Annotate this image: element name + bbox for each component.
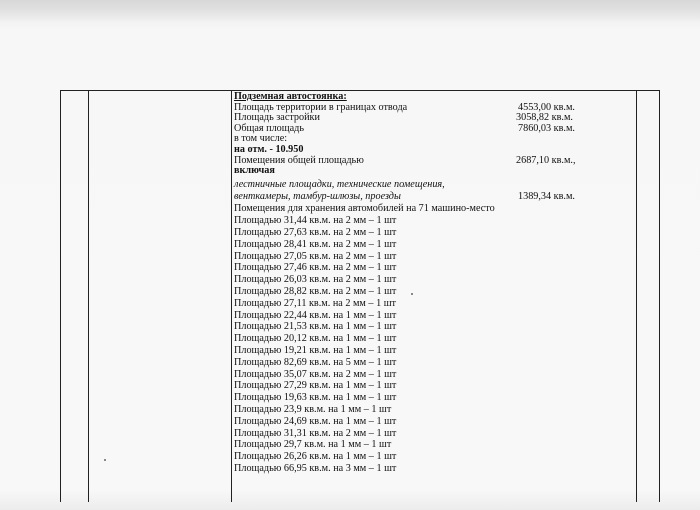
room-item: Площадью 28,41 кв.м. на 2 мм – 1 шт — [234, 238, 397, 250]
room-item: Площадью 35,07 кв.м. на 2 мм – 1 шт — [234, 368, 397, 380]
room-item: Площадью 31,44 кв.м. на 2 мм – 1 шт — [234, 215, 397, 227]
common-area-value: 2687,10 кв.м., — [516, 154, 576, 166]
stairs-label: лестничные площадки, технические помещения, — [234, 179, 445, 191]
vent-value: 1389,34 кв.м. — [518, 191, 575, 203]
common-area-label: Помещения общей площадью — [234, 154, 364, 166]
table-left-border — [60, 90, 61, 502]
including-label: в том числе: — [234, 133, 288, 145]
table-column-divider-1 — [88, 90, 89, 502]
vent-label: венткамеры, тамбур-шлюзы, проезды — [234, 191, 401, 203]
room-item: Площадью 82,69 кв.м. на 5 мм – 1 шт — [234, 356, 397, 368]
room-item: Площадью 27,05 кв.м. на 2 мм – 1 шт — [234, 250, 397, 262]
storage-label: Помещения для хранения автомобилей на 71 машино-место — [234, 203, 495, 215]
total-label: Общая площадь — [234, 122, 304, 134]
building-value: 3058,82 кв.м. — [516, 112, 573, 124]
room-item: Площадью 28,82 кв.м. на 2 мм – 1 шт — [234, 285, 397, 297]
room-item: Площадью 26,26 кв.м. на 1 мм – 1 шт — [234, 451, 397, 463]
room-item: Площадью 23,9 кв.м. на 1 мм – 1 шт — [234, 403, 392, 415]
table-column-divider-3 — [636, 90, 637, 502]
scan-shadow — [0, 0, 700, 22]
section-title: Подземная автостоянка: — [234, 91, 347, 102]
room-item: Площадью 27,63 кв.м. на 2 мм – 1 шт — [234, 226, 397, 238]
room-item: Площадью 22,44 кв.м. на 1 мм – 1 шт — [234, 309, 397, 321]
room-item: Площадью 31,31 кв.м. на 2 мм – 1 шт — [234, 427, 397, 439]
room-item: Площадью 19,21 кв.м. на 1 мм – 1 шт — [234, 344, 397, 356]
room-item: Площадью 27,11 кв.м. на 2 мм – 1 шт — [234, 297, 397, 309]
rooms-list — [234, 216, 634, 476]
room-item: Площадью 26,03 кв.м. на 2 мм – 1 шт — [234, 274, 397, 286]
table-top-border — [60, 90, 660, 91]
scan-speck — [104, 459, 106, 461]
room-item: Площадью 19,63 кв.м. на 1 мм – 1 шт — [234, 392, 397, 404]
room-item: Площадью 29,7 кв.м. на 1 мм – 1 шт — [234, 439, 392, 451]
table-right-border — [659, 90, 660, 502]
room-item: Площадью 66,95 кв.м. на 3 мм – 1 шт — [234, 462, 397, 474]
room-item: Площадью 24,69 кв.м. на 1 мм – 1 шт — [234, 415, 397, 427]
includes-label: включая — [234, 165, 275, 177]
room-item: Площадью 21,53 кв.м. на 1 мм – 1 шт — [234, 321, 397, 333]
table-column-divider-2 — [231, 90, 232, 502]
building-label: Площадь застройки — [234, 112, 320, 124]
room-item: Площадью 27,29 кв.м. на 1 мм – 1 шт — [234, 380, 397, 392]
territory-value: 4553,00 кв.м. — [518, 101, 575, 113]
total-value: 7860,03 кв.м. — [518, 122, 575, 134]
room-item: Площадью 27,46 кв.м. на 2 мм – 1 шт — [234, 262, 397, 274]
room-item: Площадью 20,12 кв.м. на 1 мм – 1 шт — [234, 333, 397, 345]
level-label: на отм. - 10.950 — [234, 143, 304, 155]
parking-section — [234, 92, 634, 476]
territory-label: Площадь территории в границах отвода — [234, 101, 408, 113]
